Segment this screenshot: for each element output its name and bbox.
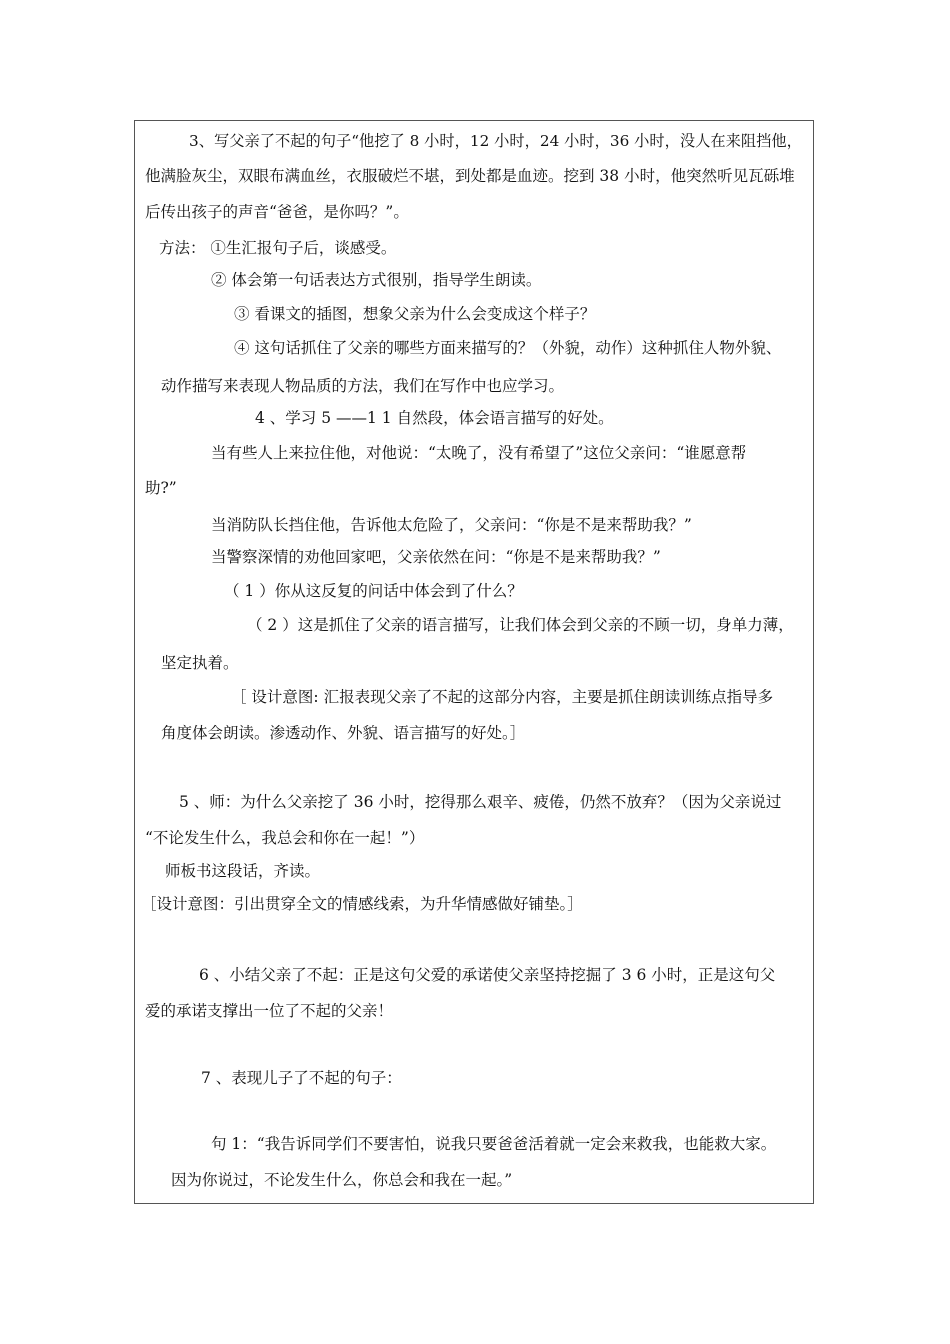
- text-line: 6 、小结父亲了不起：正是这句父爱的承诺使父亲坚持挖掘了 3 6 小时，正是这句父: [199, 966, 776, 984]
- text-line: 师板书这段话，齐读。: [165, 862, 321, 880]
- text-line: 5 、师：为什么父亲挖了 36 小时，挖得那么艰辛、疲倦，仍然不放弃？（因为父亲说过: [179, 793, 782, 811]
- lesson-plan-table-cell: [134, 120, 814, 1204]
- text-line: ③ 看课文的插图，想象父亲为什么会变成这个样子？: [234, 305, 596, 323]
- text-line: 后传出孩子的声音“爸爸，是你吗？”。: [145, 203, 409, 221]
- text-line: 4 、学习 5 ——1 1 自然段，体会语言描写的好处。: [255, 409, 614, 427]
- text-line: 当消防队长挡住他，告诉他太危险了，父亲问：“你是不是来帮助我？”: [211, 516, 692, 534]
- design-intent-line: ［ 设计意图: 汇报表现父亲了不起的这部分内容，主要是抓住朗读训练点指导多: [231, 688, 774, 706]
- text-line: “不论发生什么，我总会和你在一起！”）: [145, 829, 425, 847]
- text-line: 助?”: [145, 479, 177, 497]
- text-line: 爱的承诺支撑出一位了不起的父亲！: [145, 1002, 394, 1020]
- design-intent-line: 角度体会朗读。渗透动作、外貌、语言描写的好处。］: [161, 724, 526, 742]
- text-line: ② 体会第一句话表达方式很别，指导学生朗读。: [211, 271, 542, 289]
- text-line: 方法： ①生汇报句子后，谈感受。: [159, 239, 397, 257]
- text-line: 坚定执着。: [161, 654, 239, 672]
- design-intent-line: ［设计意图：引出贯穿全文的情感线索，为升华情感做好铺垫。］: [141, 895, 583, 913]
- text-line: （ 1 ）你从这反复的问话中体会到了什么？: [224, 582, 523, 600]
- text-line: 7 、表现儿子了不起的句子：: [201, 1069, 402, 1087]
- text-line: 3、写父亲了不起的句子“他挖了 8 小时，12 小时，24 小时，36 小时，没人在来阻挡他，: [189, 132, 802, 150]
- text-line: （ 2 ）这是抓住了父亲的语言描写，让我们体会到父亲的不顾一切，身单力薄，: [247, 616, 794, 634]
- text-line: ④ 这句话抓住了父亲的哪些方面来描写的？（外貌，动作）这种抓住人物外貌、: [234, 339, 782, 357]
- text-line: 因为你说过，不论发生什么，你总会和我在一起。”: [171, 1171, 513, 1189]
- text-line: 当有些人上来拉住他，对他说：“太晚了，没有希望了”这位父亲问：“谁愿意帮: [211, 444, 747, 462]
- text-line: 动作描写来表现人物品质的方法，我们在写作中也应学习。: [161, 377, 565, 395]
- text-line: 当警察深情的劝他回家吧，父亲依然在问：“你是不是来帮助我？”: [211, 548, 661, 566]
- text-line: 他满脸灰尘，双眼布满血丝，衣服破烂不堪，到处都是血迹。挖到 38 小时，他突然听见瓦砾堆: [145, 167, 795, 185]
- text-line: 句 1：“我告诉同学们不要害怕，说我只要爸爸活着就一定会来救我，也能救大家。: [211, 1135, 777, 1153]
